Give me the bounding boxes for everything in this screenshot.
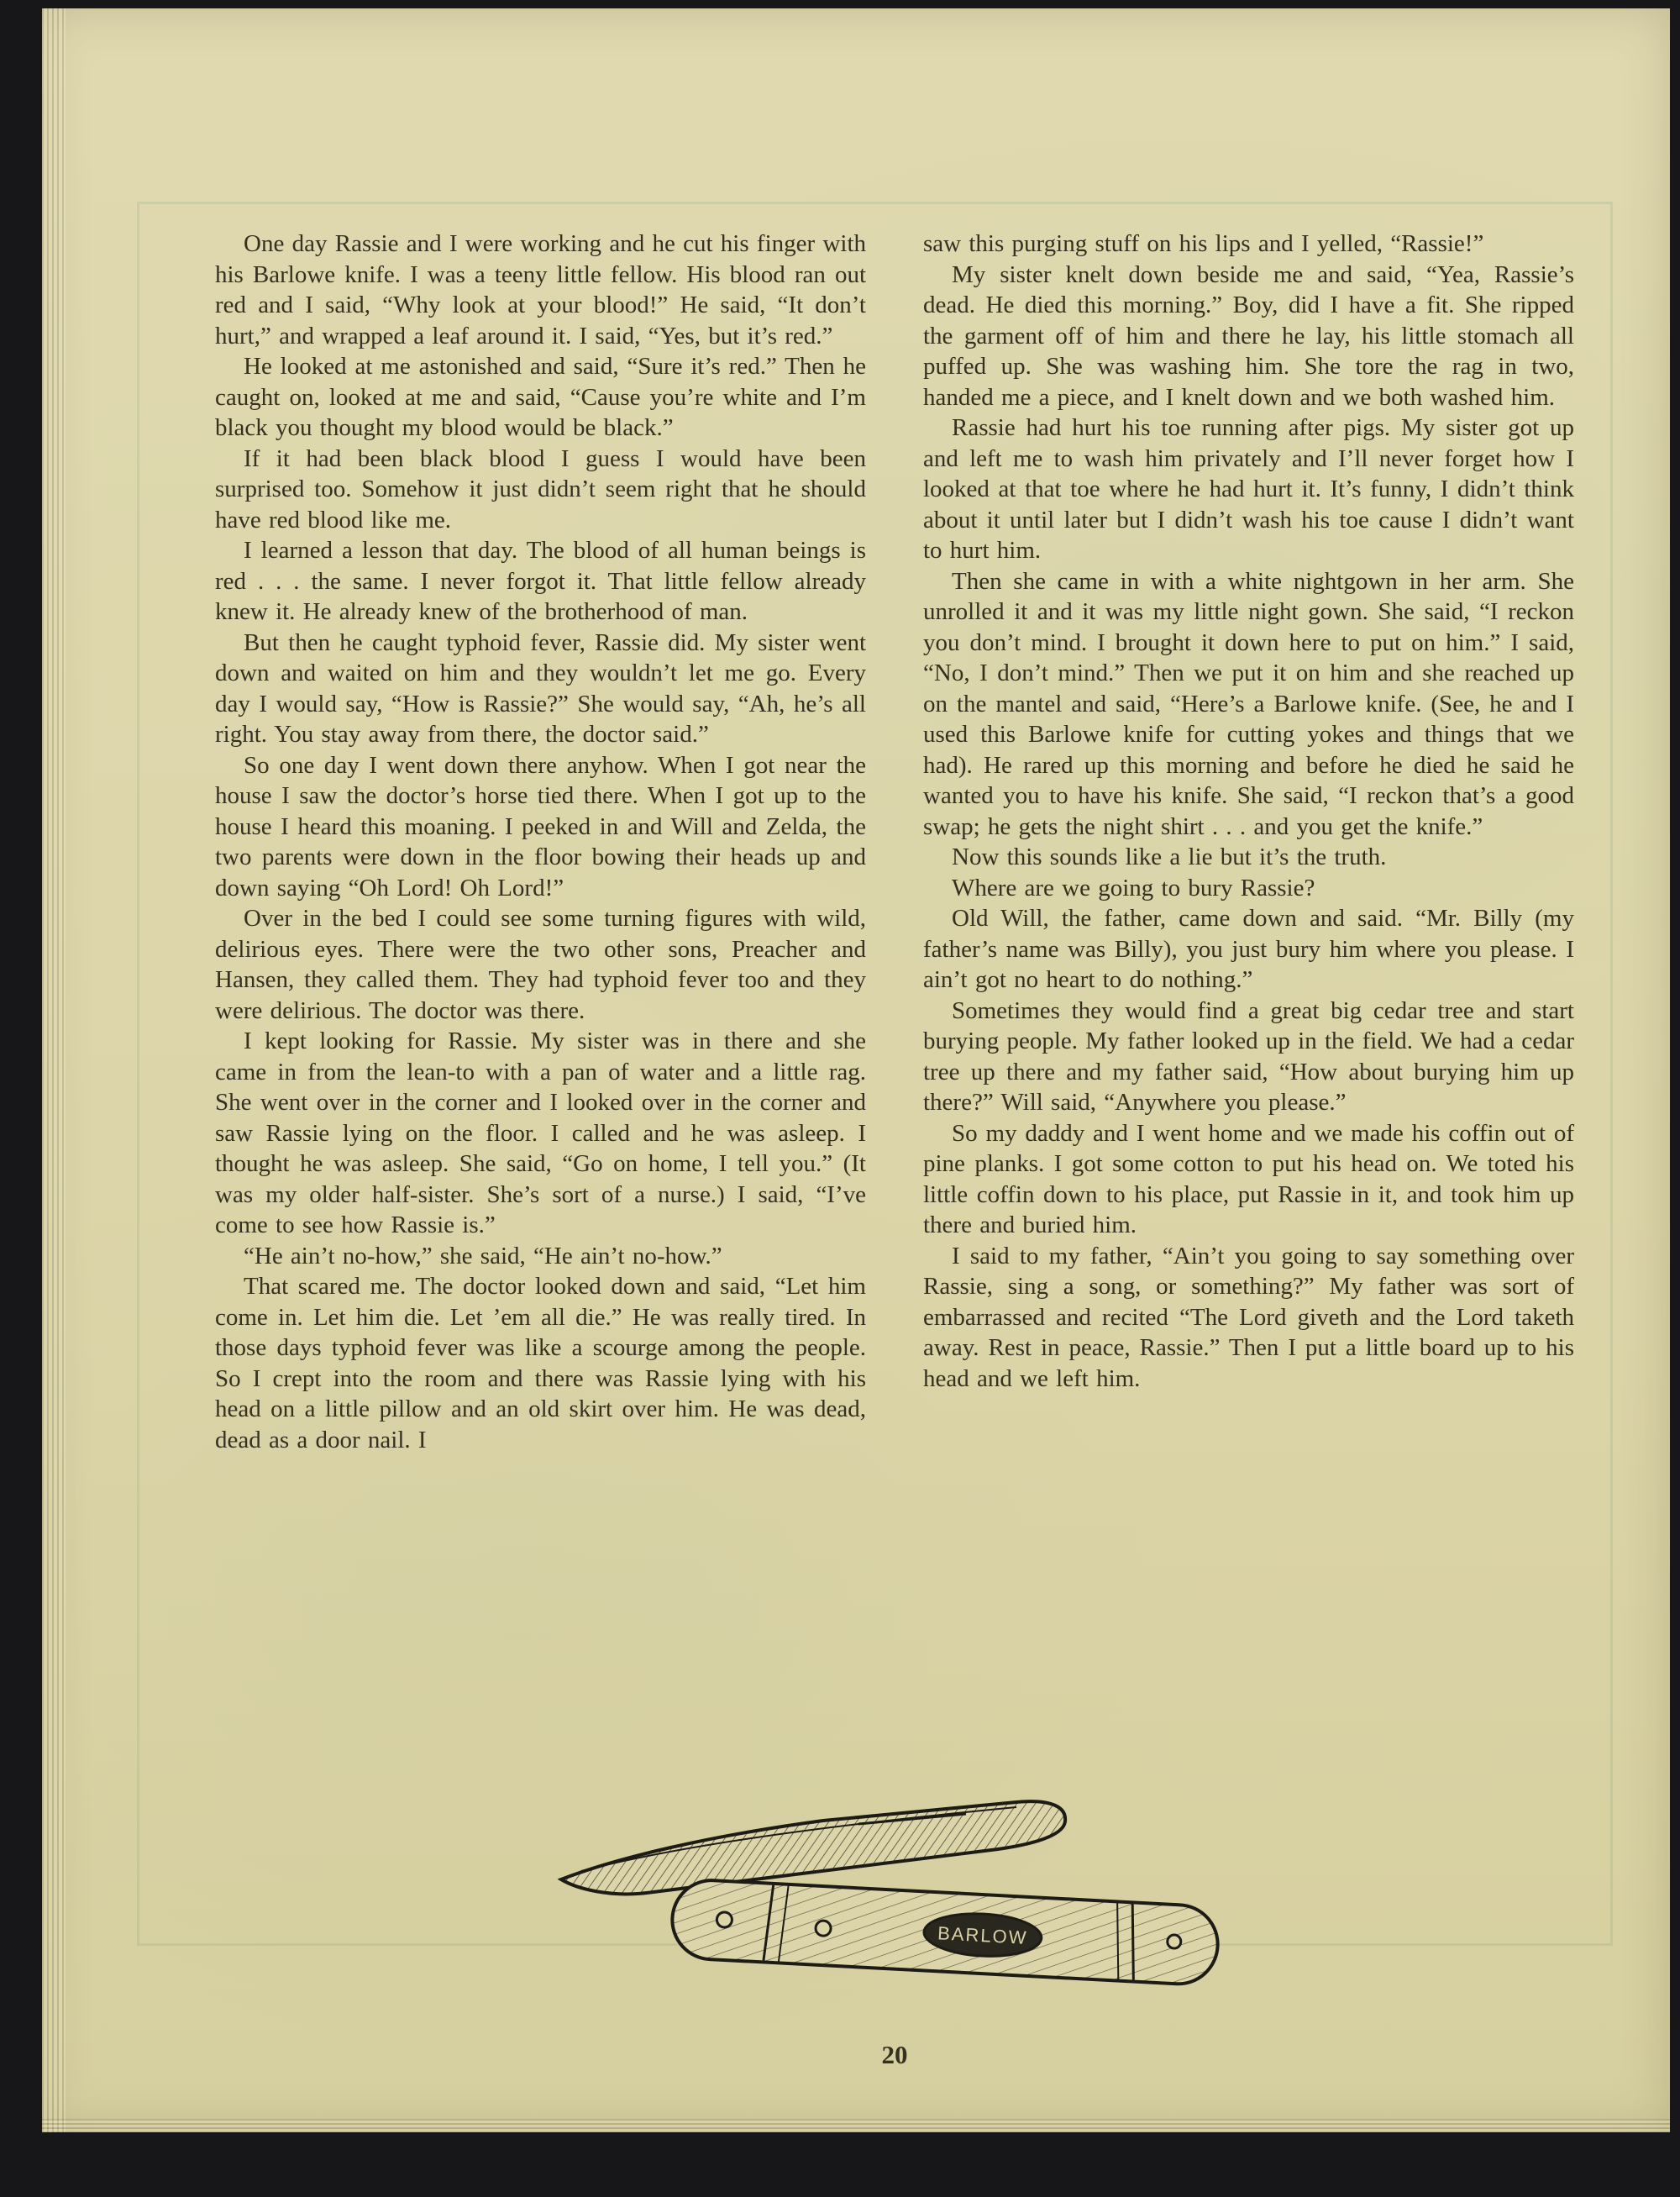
page-number: 20: [881, 2040, 908, 2069]
paragraph: saw this purging stuff on his lips and I yelled, “Rassie!”: [923, 230, 1484, 257]
paragraph: I said to my father, “Ain’t you going to say something over Rassie, sing a song, or something?” My father was sort of embarrassed and recited “The Lord giveth and the Lord taketh away. Rest in peace, Rassie.” Then I put a little board up to his head and we left him.: [923, 1242, 1574, 1392]
paragraph: Then she came in with a white nightgown in her arm. She unrolled it and it was my little night gown. She said, “I reckon you don’t mind. I brought it down here to put on him.” I said, “No, I don’t mind.” Then we put it on him and she reached up on the mantel and said, “Here’s a Barlowe knife. (See, he and I used this Barlowe knife for cutting yokes and things that we had). He rared up this morning and before he died he said he wanted you to have his knife. She said, “I reckon that’s a good swap; he gets the night shirt . . . and you get the knife.”: [923, 567, 1574, 840]
paragraph: So my daddy and I went home and we made his coffin out of pine planks. I got some cotton to put his head on. We toted his little coffin down to his place, put Rassie in it, and took him up there and buried him.: [923, 1119, 1574, 1238]
paragraph: I learned a lesson that day. The blood of all human beings is red . . . the same. I never forgot it. That little fellow already knew it. He already knew of the brotherhood of man.: [215, 537, 866, 625]
paragraph: One day Rassie and I were working and he cut his finger with his Barlowe knife. I was a teeny little fellow. His blood ran out red and I said, “Why look at your blood!” He said, “It don’t hurt,” and wrapped a leaf around it. I said, “Yes, but it’s red.”: [215, 230, 866, 350]
knife-handle: [670, 1879, 1220, 1986]
right-column: [923, 229, 1574, 1455]
paragraph: Rassie had hurt his toe running after pigs. My sister got up and left me to wash him privately and I’ll never forget how I looked at that toe where he had hurt it. It’s funny, I didn’t think about it until later but I didn’t wash his toe cause I didn’t want to hurt him.: [923, 414, 1574, 564]
book-page: [42, 8, 1670, 2132]
rivet-icon: [816, 1921, 832, 1937]
rivet-icon: [717, 1912, 732, 1928]
paragraph: Now this sounds like a lie but it’s the truth.: [952, 844, 1387, 870]
paragraph: That scared me. The doctor looked down and said, “Let him come in. Let him die. Let ’em all die.” He was really tired. In those days typhoid fever was like a scourge among the people. So I crept into the room and there was Rassie lying with his head on a little pillow and an old skirt over him. He was dead, dead as a door nail. I: [215, 1273, 866, 1453]
left-column: [215, 229, 866, 1455]
paragraph: He looked at me astonished and said, “Sure it’s red.” Then he caught on, looked at me and said, “Cause you’re white and I’m black you thought my blood would be black.”: [215, 353, 866, 441]
paragraph: If it had been black blood I guess I would have been surprised too. Somehow it just didn’t seem right that he should have red blood like me.: [215, 444, 866, 533]
knife-blade: [561, 1801, 1065, 1894]
paragraph: Sometimes they would find a great big cedar tree and start burying people. My father looked up in the field. We had a cedar tree up there and my father said, “How about burying him up there?” Will said, “Anywhere you please.”: [923, 996, 1574, 1116]
page-stack-bottom-edge: [42, 2119, 1670, 2132]
paragraph: Over in the bed I could see some turning figures with wild, delirious eyes. There were the two other sons, Preacher and Hansen, they called them. They had typhoid fever too and they were delirious. The doctor was there.: [215, 905, 866, 1024]
paragraph: Where are we going to bury Rassie?: [952, 874, 1315, 901]
knife-stamp-label: BARLOW: [937, 1922, 1029, 1948]
paragraph: “He ain’t no-how,” she said, “He ain’t no-how.”: [244, 1242, 722, 1269]
two-column-text: [215, 229, 1574, 1455]
paragraph: My sister knelt down beside me and said, “Yea, Rassie’s dead. He died this morning.” Boy, did I have a fit. She ripped the garment off of him and there he lay, his little stomach all puffed up. She was washing him. She tore the rag in two, handed me a piece, and I knelt down and we both washed him.: [923, 260, 1574, 411]
paragraph: Old Will, the father, came down and said. “Mr. Billy (my father’s name was Billy), you just bury him where you please. I ain’t got no heart to do nothing.”: [923, 905, 1574, 993]
paragraph: But then he caught typhoid fever, Rassie did. My sister went down and waited on him and they wouldn’t let me go. Every day I would say, “How is Rassie?” She would say, “Ah, he’s all right. You stay away from there, the doctor said.”: [215, 628, 866, 748]
page-stack-fore-edge: [42, 8, 66, 2132]
rivet-icon: [1167, 1935, 1181, 1949]
barlow-knife-illustration: [546, 1777, 1243, 2012]
paragraph: So one day I went down there anyhow. When I got near the house I saw the doctor’s horse tied there. When I got up to the house I heard this moaning. I peeked in and Will and Zelda, the two parents were down in the floor bowing their heads up and down saying “Oh Lord! Oh Lord!”: [215, 751, 866, 901]
paragraph: I kept looking for Rassie. My sister was in there and she came in from the lean-to with a pan of water and a little rag. She went over in the corner and I looked over in the corner and saw Rassie lying on the floor. I called and he was asleep. I thought he was asleep. She said, “Go on home, I tell you.” (It was my older half-sister. She’s sort of a nurse.) I said, “I’ve come to see how Rassie is.”: [215, 1028, 866, 1238]
